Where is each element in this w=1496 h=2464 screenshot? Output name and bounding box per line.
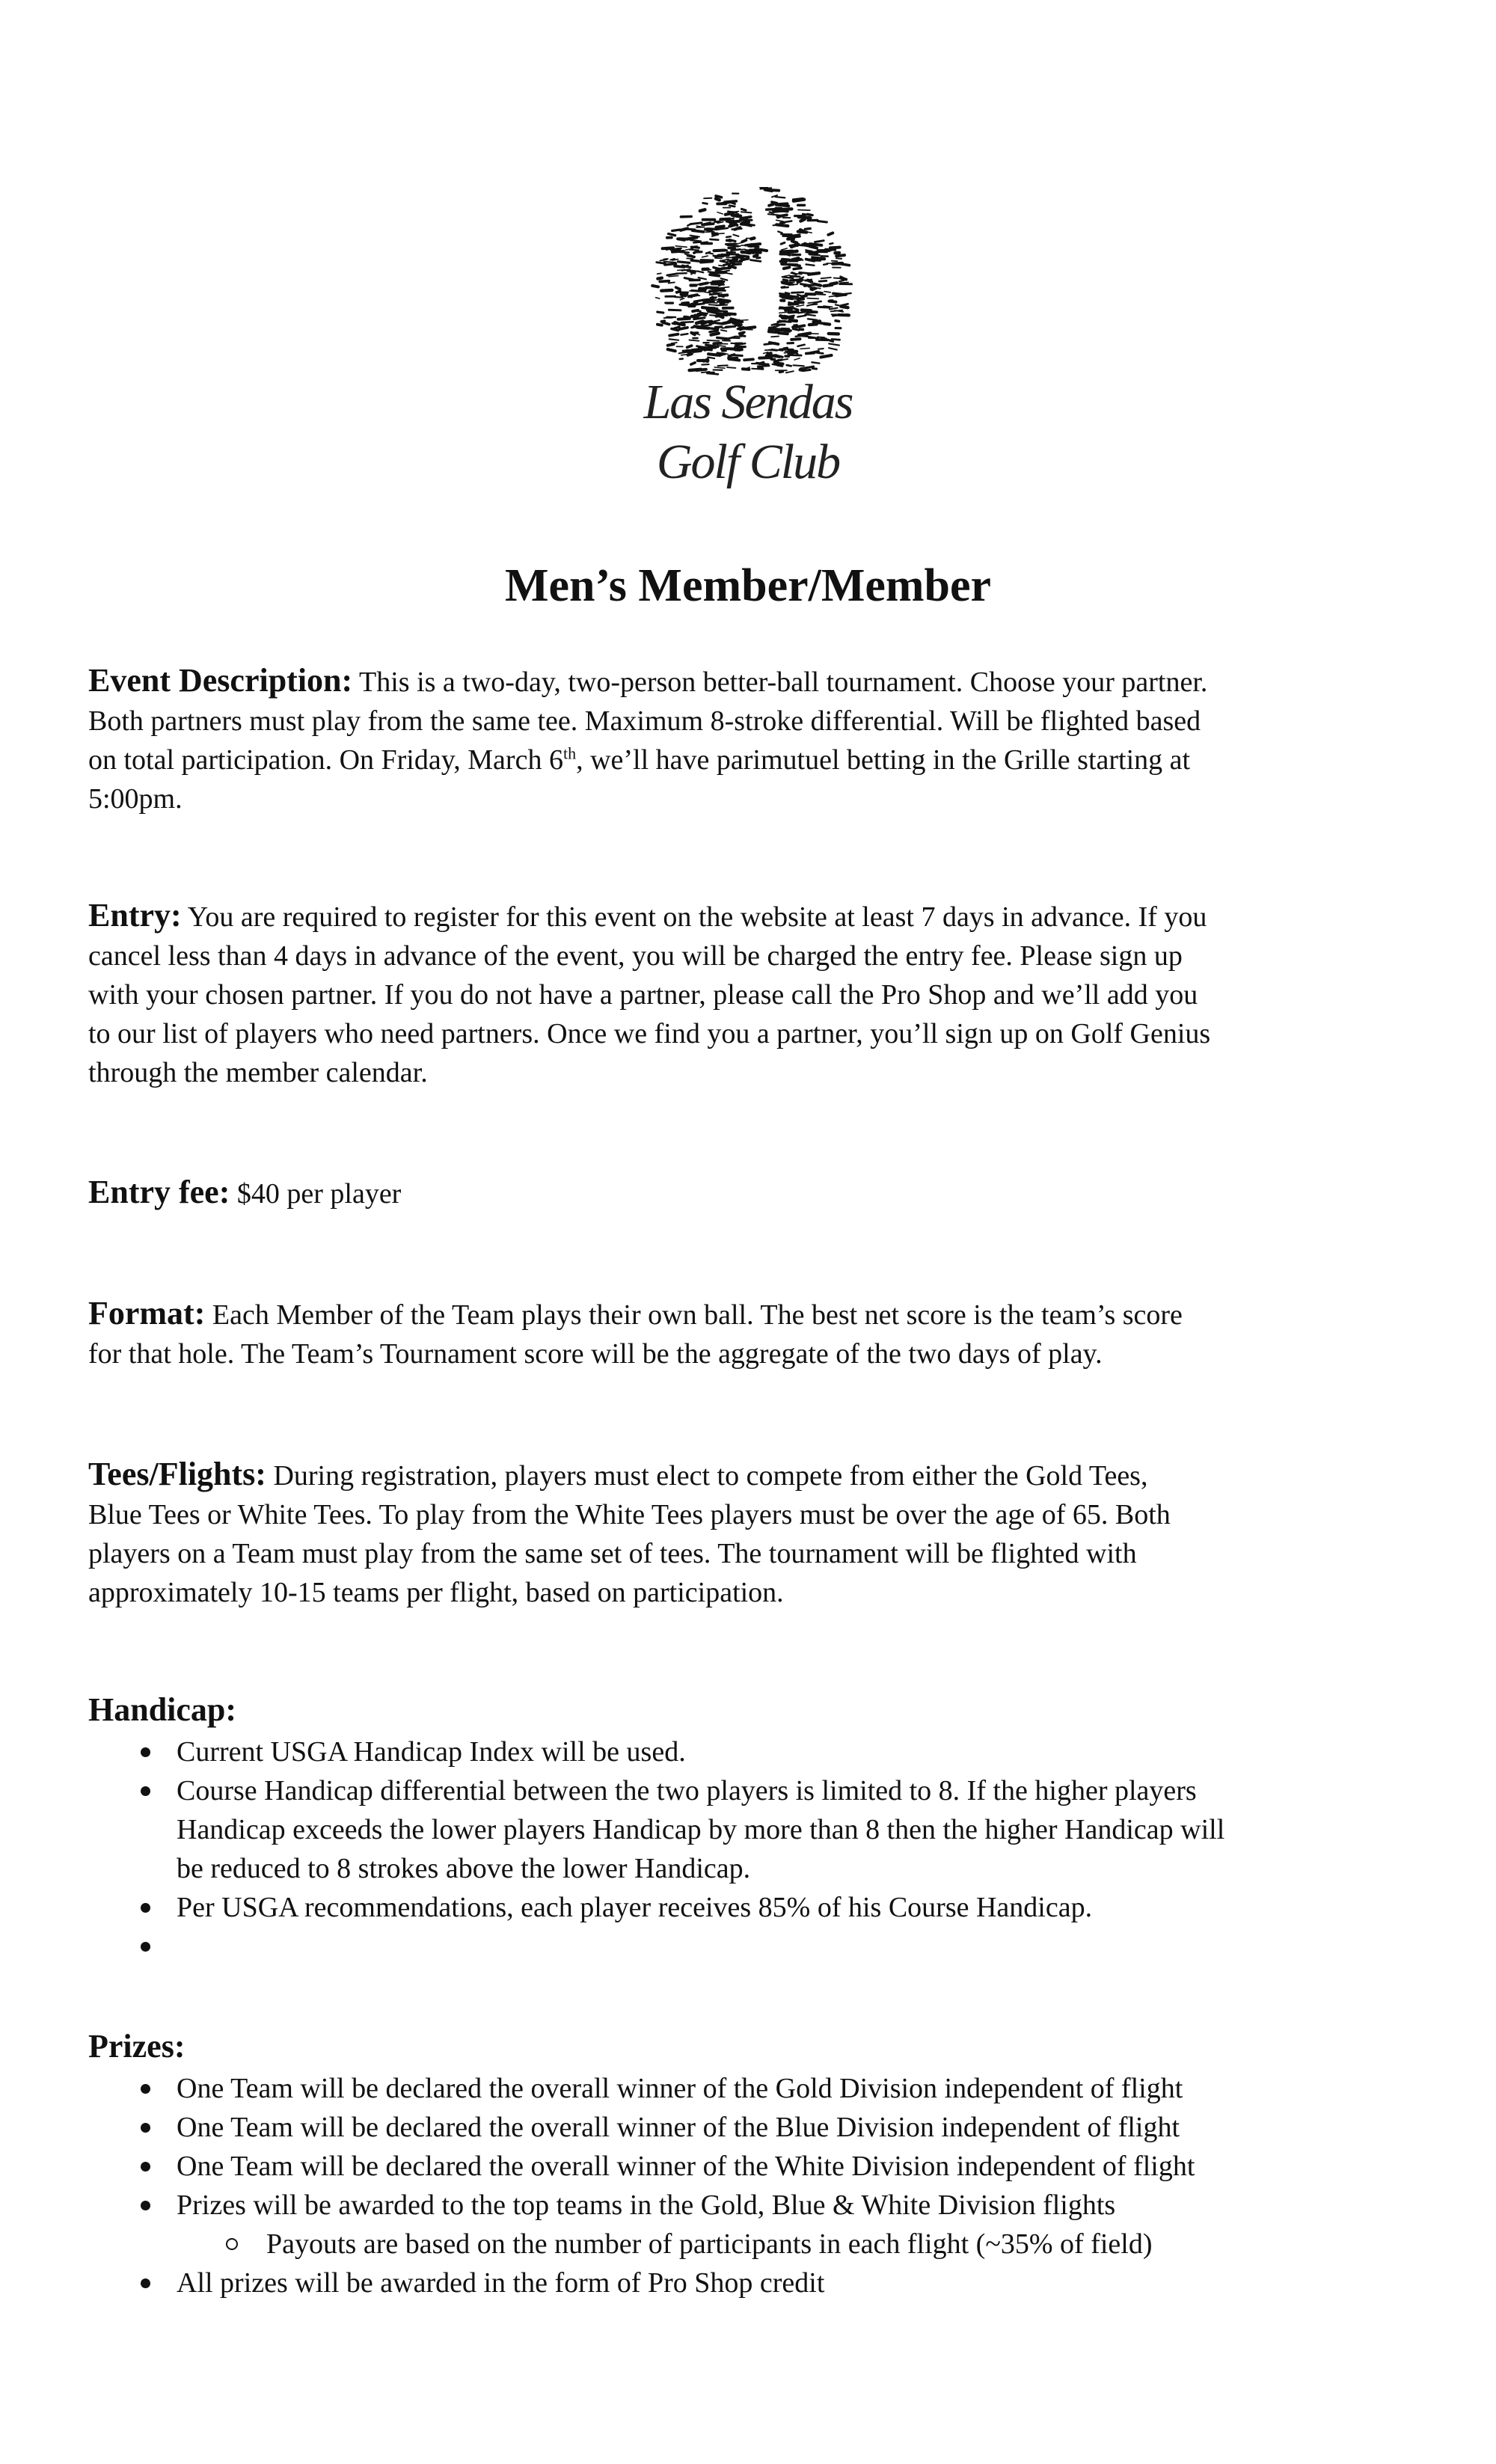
list-item [88,2186,1420,2225]
list-item [88,2108,1420,2147]
page-title: Men’s Member/Member [504,560,992,611]
sub-list-item [88,2225,1420,2264]
text-line: One Team will be declared the overall winner of the Blue Division independent of flight [177,2112,1180,2143]
text-line: Payouts are based on the number of participants in each flight (~35% of field) [266,2228,1153,2260]
entry-fee-label: Entry fee: [88,1174,230,1210]
list-item [88,2264,1420,2302]
text-line: Course Handicap differential between the two players is limited to 8. If the higher players [177,1775,1197,1806]
text-line: for that hole. The Team’s Tournament score will be the aggregate of the two days of play. [88,1338,1103,1370]
text-line: Blue Tees or White Tees. To play from the White Tees players must be over the age of 65. Both [88,1499,1171,1530]
logo-text-line1: Las Sendas [643,375,853,429]
event-description-section [88,661,1420,818]
event-description-label: Event Description: [88,662,353,699]
entry-fee-value: $40 per player [236,1178,402,1210]
text-line: Both partners must play from the same tee. Maximum 8-stroke differential. Will be flighted based [88,705,1201,737]
list-item [88,2147,1420,2186]
text-line: , we’ll have parimutuel betting in the Grille starting at [576,744,1191,776]
handicap-label: Handicap: [88,1691,237,1728]
format-label: Format: [88,1295,206,1331]
text-line: to our list of players who need partners. Once we find you a partner, you’ll sign up on Golf Genius [88,1018,1211,1049]
text-line: One Team will be declared the overall winner of the White Division independent of flight [177,2151,1195,2182]
text-line: players on a Team must play from the same set of tees. The tournament will be flighted with [88,1538,1137,1569]
text-line: with your chosen partner. If you do not have a partner, please call the Pro Shop and we’ll add you [88,979,1198,1011]
text-line: through the member calendar. [88,1057,428,1088]
tees-flights-section [88,1455,1420,1612]
empty-list-item [88,1927,1420,1966]
format-section [88,1294,1420,1373]
superscript: th [562,744,577,763]
list-item [88,1732,1420,1771]
text-line: cancel less than 4 days in advance of the event, you will be charged the entry fee. Please sign up [88,940,1183,972]
entry-label: Entry: [88,897,182,934]
logo-text-line2: Golf Club [656,435,840,489]
text-line: Current USGA Handicap Index will be used. [177,1736,686,1768]
list-item [88,1771,1420,1888]
text-line: approximately 10-15 teams per flight, based on participation. [88,1577,784,1608]
handicap-list [88,1732,1420,1966]
text-line: This is a two-day, two-person better-ball tournament. Choose your partner. [359,666,1208,698]
club-logo [591,187,905,516]
handicap-section [88,1688,1420,1966]
text-line: You are required to register for this event on the website at least 7 days in advance. If you [187,901,1207,933]
text-line: be reduced to 8 strokes above the lower Handicap. [177,1853,751,1884]
text-line: Handicap exceeds the lower players Handicap by more than 8 then the higher Handicap will [177,1814,1225,1845]
entry-fee-section [88,1173,1420,1213]
text-line: Per USGA recommendations, each player receives 85% of his Course Handicap. [177,1892,1093,1923]
text-line: All prizes will be awarded in the form of Pro Shop credit [177,2267,825,2299]
text-line: One Team will be declared the overall winner of the Gold Division independent of flight [177,2073,1183,2104]
text-line: Prizes will be awarded to the top teams in the Gold, Blue & White Division flights [177,2189,1116,2221]
list-item [88,2069,1420,2108]
text-line: 5:00pm. [88,783,183,815]
entry-section [88,896,1420,1092]
prizes-list [88,2069,1420,2302]
text-line: Each Member of the Team plays their own ball. The best net score is the team’s score [212,1299,1183,1331]
text-line: on total participation. On Friday, March 6 [88,744,563,776]
prizes-label: Prizes: [88,2028,186,2065]
text-line: During registration, players must elect to compete from either the Gold Tees, [273,1460,1148,1492]
prizes-section [88,2024,1420,2302]
list-item [88,1888,1420,1927]
tees-flights-label: Tees/Flights: [88,1456,266,1492]
